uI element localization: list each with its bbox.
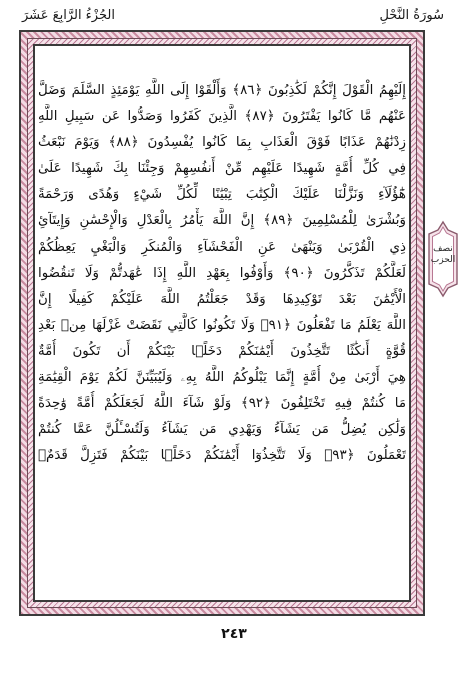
- text-line: اللَّهَ يَعْلَمُ مَا تَفْعَلُونَ ﴿٩١﴾ وَلَا تَكُونُوا كَالَّتِي نَقَضَتْ غَزْلَهَا مِنۢ بَعْدِ: [38, 317, 406, 333]
- juz-header: الجُزْءُ الرَّابِعَ عَشَرَ: [22, 8, 115, 23]
- surah-header: سُورَةُ النَّحْلِ: [379, 8, 444, 23]
- text-line: عَنْهُم مَّا كَانُوا يَفْتَرُونَ ﴿٨٧﴾ الَّذِينَ كَفَرُوا وَصَدُّوا عَن سَبِيلِ اللَّهِ: [38, 109, 406, 125]
- hizb-marker-label: نصف الحزب: [430, 244, 456, 265]
- text-line: ذِي الْقُرْبَىٰ وَيَنْهَىٰ عَنِ الْفَحْشَآءِ وَالْمُنكَرِ وَالْبَغْيِ يَعِظُكُمْ: [38, 239, 406, 255]
- text-line: تَعْمَلُونَ ﴿٩٣﴾ وَلَا تَتَّخِذُوٓا أَيْمَٰنَكُمْ دَخَلًۢا بَيْنَكُمْ فَتَزِلَّ قَدَمٌۢ: [38, 448, 406, 464]
- text-line: وَلَٰكِن يُضِلُّ مَن يَشَآءُ وَيَهْدِي مَن يَشَآءُ وَلَتُسْـَٔلُنَّ عَمَّا كُنتُمْ: [38, 422, 406, 438]
- text-line: زِدْنَٰهُمْ عَذَابًا فَوْقَ الْعَذَابِ بِمَا كَانُوا يُفْسِدُونَ ﴿٨٨﴾ وَيَوْمَ نَبْعَثُ: [38, 135, 406, 151]
- text-line: لَعَلَّكُمْ تَذَكَّرُونَ ﴿٩٠﴾ وَأَوْفُوا بِعَهْدِ اللَّهِ إِذَا عَٰهَدتُّمْ وَلَا تَنقُضُوا: [38, 265, 406, 281]
- text-line: قُوَّةٍ أَنكَٰثًا تَتَّخِذُونَ أَيْمَٰنَكُمْ دَخَلًۢا بَيْنَكُمْ أَن تَكُونَ أُمَّةٌ: [38, 343, 406, 359]
- text-line: إِلَيْهِمُ الْقَوْلَ إِنَّكُمْ لَكَٰذِبُونَ ﴿٨٦﴾ وَأَلْقَوْا إِلَى اللَّهِ يَوْمَئِذٍ السَّلَمَ وَضَلَّ: [38, 83, 406, 98]
- page-number: ٢٤٣: [221, 626, 247, 642]
- text-line: فِي كُلِّ أُمَّةٍ شَهِيدًا عَلَيْهِم مِّنْ أَنفُسِهِمْ وَجِئْنَا بِكَ شَهِيدًا عَلَىٰ: [38, 161, 406, 177]
- quran-text: [38, 78, 406, 469]
- text-line: هَٰٓؤُلَآءِ وَنَزَّلْنَا عَلَيْكَ الْكِتَٰبَ تِبْيَٰنًا لِّكُلِّ شَيْءٍ وَهُدًى وَرَحْمَةً: [38, 187, 406, 203]
- text-line: الْأَيْمَٰنَ بَعْدَ تَوْكِيدِهَا وَقَدْ جَعَلْتُمُ اللَّهَ عَلَيْكُمْ كَفِيلًا إِنَّ: [38, 291, 406, 307]
- text-line: هِيَ أَرْبَىٰ مِنْ أُمَّةٍ إِنَّمَا يَبْلُوكُمُ اللَّهُ بِهِۦ وَلَيُبَيِّنَنَّ لَكُمْ يَوْمَ الْقِيَٰمَةِ: [38, 370, 406, 386]
- text-line: وَبُشْرَىٰ لِلْمُسْلِمِينَ ﴿٨٩﴾ إِنَّ اللَّهَ يَأْمُرُ بِالْعَدْلِ وَالْإِحْسَٰنِ وَإِيتَآئِ: [38, 213, 406, 229]
- text-line: مَا كُنتُمْ فِيهِ تَخْتَلِفُونَ ﴿٩٢﴾ وَلَوْ شَآءَ اللَّهُ لَجَعَلَكُمْ أُمَّةً وَٰحِدَةً: [38, 396, 406, 412]
